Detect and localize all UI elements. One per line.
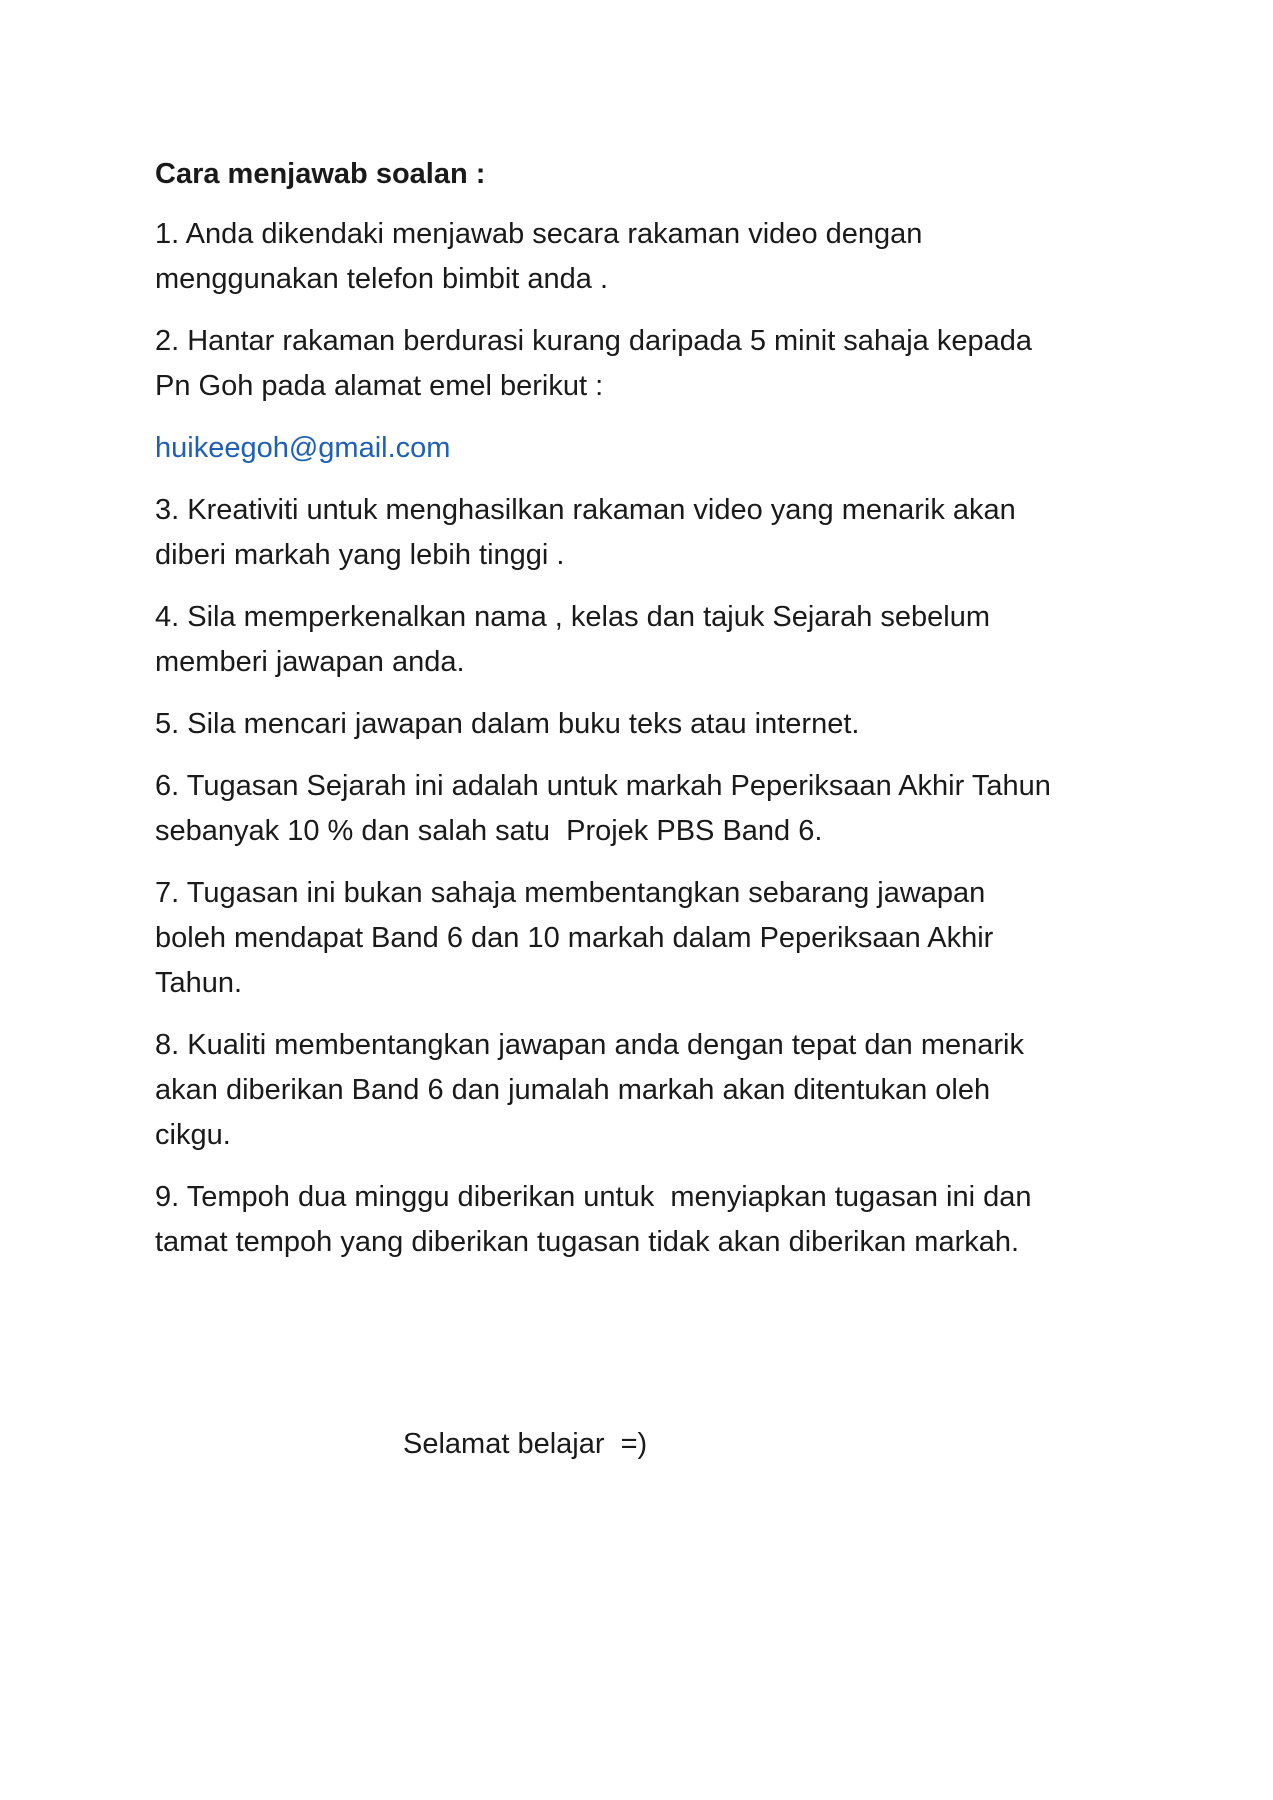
instruction-item-3: 3. Kreativiti untuk menghasilkan rakaman video yang menarik akan diberi markah yang lebih tinggi . — [155, 494, 1016, 571]
instruction-item-6: 6. Tugasan Sejarah ini adalah untuk markah Peperiksaan Akhir Tahun sebanyak 10 % dan salah satu Projek PBS Band 6. — [155, 770, 1051, 847]
instruction-item-8: 8. Kualiti membentangkan jawapan anda dengan tepat dan menarik akan diberikan Band 6 dan jumalah markah akan ditentukan oleh cikgu. — [155, 1029, 1024, 1151]
email-link[interactable]: huikeegoh@gmail.com — [155, 432, 451, 464]
closing-text: Selamat belajar =) — [403, 1428, 648, 1460]
instruction-item-9: 9. Tempoh dua minggu diberikan untuk menyiapkan tugasan ini dan tamat tempoh yang diberikan tugasan tidak akan diberikan markah. — [155, 1181, 1032, 1258]
document-heading: Cara menjawab soalan : — [155, 158, 486, 190]
instruction-item-7: 7. Tugasan ini bukan sahaja membentangkan sebarang jawapan boleh mendapat Band 6 dan 10 markah dalam Peperiksaan Akhir Tahun. — [155, 877, 994, 999]
instruction-item-5: 5. Sila mencari jawapan dalam buku teks atau internet. — [155, 708, 860, 740]
instruction-item-2: 2. Hantar rakaman berdurasi kurang daripada 5 minit sahaja kepada Pn Goh pada alamat emel berikut : — [155, 325, 1032, 402]
document-content — [155, 152, 1135, 1282]
instruction-item-1: 1. Anda dikendaki menjawab secara rakaman video dengan menggunakan telefon bimbit anda . — [155, 218, 923, 295]
instruction-item-4: 4. Sila memperkenalkan nama , kelas dan tajuk Sejarah sebelum memberi jawapan anda. — [155, 601, 991, 678]
